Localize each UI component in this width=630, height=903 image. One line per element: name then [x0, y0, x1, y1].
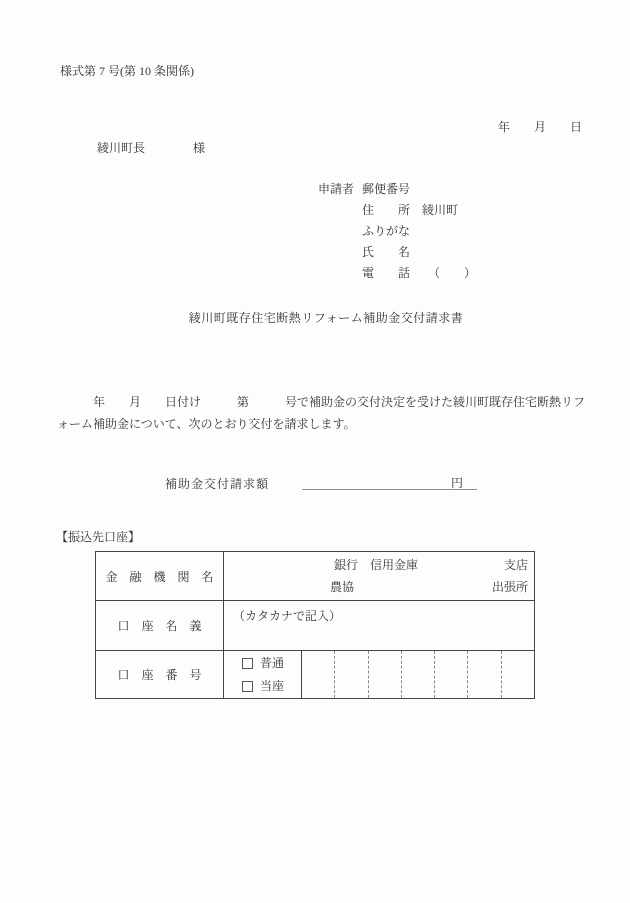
addressee-mayor: 綾川町長 様 — [97, 141, 206, 155]
account-number-digit-cell[interactable] — [467, 651, 500, 698]
account-name-label: 口 座 名 義 — [117, 619, 202, 633]
account-number-digit-cell[interactable] — [501, 651, 534, 698]
account-type-ordinary-label: 普通 — [260, 656, 285, 670]
applicant-indent — [318, 242, 362, 263]
furigana-label: ふりがな — [362, 224, 411, 238]
account-name-row — [96, 600, 534, 650]
amount-input-blank[interactable] — [302, 474, 477, 490]
checkbox-icon[interactable] — [242, 681, 253, 692]
account-name-input-cell[interactable] — [224, 601, 534, 650]
amount-unit-yen: 円 — [450, 476, 463, 490]
account-type-cell — [224, 651, 302, 698]
transfer-account-table — [95, 551, 535, 699]
applicant-address-line — [318, 200, 476, 221]
financial-institution-input-cell[interactable] — [224, 552, 534, 600]
statement-line-1: 年 月 日付け 第 号で補助金の交付決定を受けた綾川町既存住宅断熱リフ — [57, 395, 586, 409]
account-number-digit-cell[interactable] — [401, 651, 434, 698]
suboffice-label: 出張所 — [491, 580, 528, 594]
checkbox-icon[interactable] — [242, 658, 253, 669]
statement-line-2: ォーム補助金について、次のとおり交付を請求します。 — [57, 417, 356, 431]
phone-label: 電 話 （ ） — [362, 266, 477, 280]
applicant-phone-line — [318, 263, 476, 284]
applicant-block — [318, 179, 476, 284]
financial-institution-label-cell — [96, 552, 224, 600]
applicant-indent — [318, 200, 362, 221]
amount-label: 補助金交付請求額 — [165, 477, 270, 491]
katakana-note: （カタカナで記入） — [233, 609, 342, 623]
account-number-label: 口 座 番 号 — [117, 668, 202, 682]
account-name-label-cell — [96, 601, 224, 650]
bank-shinkin-label: 銀行 信用金庫 — [334, 558, 419, 572]
applicant-indent — [318, 221, 362, 242]
account-number-digit-cell[interactable] — [368, 651, 401, 698]
ja-coop-label: 農協 — [330, 580, 355, 594]
bank-type-line-1 — [224, 556, 528, 574]
document-title: 綾川町既存住宅断熱リフォーム補助金交付請求書 — [188, 311, 464, 325]
applicant-furigana-line — [318, 221, 476, 242]
account-number-digit-cell[interactable] — [334, 651, 367, 698]
account-type-option-current[interactable] — [242, 676, 301, 696]
account-type-option-ordinary[interactable] — [242, 653, 301, 673]
applicant-postal-line — [318, 179, 476, 200]
financial-institution-label: 金 融 機 関 名 — [105, 569, 214, 584]
branch-label: 支店 — [503, 558, 528, 572]
account-type-current-label: 当座 — [260, 679, 285, 693]
account-number-row — [96, 650, 534, 698]
postal-code-label: 郵便番号 — [362, 182, 411, 196]
form-style-number: 様式第 7 号(第 10 条関係) — [60, 64, 194, 78]
applicant-name-line — [318, 242, 476, 263]
address-label: 住 所 綾川町 — [362, 203, 459, 217]
name-label: 氏 名 — [362, 245, 411, 259]
bank-type-line-2 — [224, 578, 528, 596]
financial-institution-row — [96, 552, 534, 600]
account-number-label-cell — [96, 651, 224, 698]
transfer-account-heading: 【振込先口座】 — [56, 530, 141, 544]
applicant-indent — [318, 263, 362, 284]
applicant-label: 申請者 — [318, 182, 355, 196]
date-line: 年 月 日 — [497, 120, 582, 134]
account-number-digit-cells — [302, 651, 534, 698]
request-statement — [57, 391, 585, 435]
account-number-digit-cell[interactable] — [302, 651, 334, 698]
account-number-digit-cell[interactable] — [434, 651, 467, 698]
